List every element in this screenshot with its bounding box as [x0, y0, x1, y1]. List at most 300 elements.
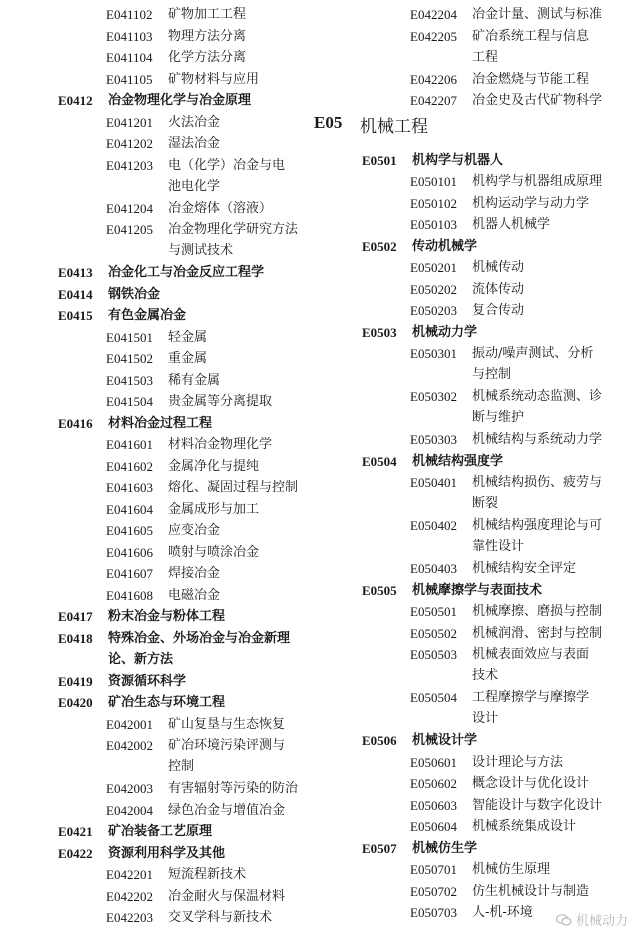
subcategory-entry [312, 623, 640, 645]
entry-title [168, 542, 259, 563]
entry-code: E050702 [410, 883, 457, 899]
entry-title-line: 机器人机械学 [472, 217, 551, 232]
entry-code: E0413 [58, 265, 93, 280]
entry-title-line: 断裂 [472, 496, 499, 511]
entry-code: E042207 [410, 93, 457, 108]
entry-title [360, 112, 428, 142]
entry-title-line: 机械摩擦学与表面技术 [412, 582, 543, 598]
entry-title [472, 214, 550, 235]
entry-title-line: 湿法冶金 [168, 136, 221, 151]
entry-code: E041502 [106, 351, 153, 366]
entry-title-line: 稀有金属 [168, 372, 221, 388]
entry-title-line: 概念设计与优化设计 [472, 776, 590, 791]
entry-code: E041501 [106, 329, 153, 345]
entry-code: E041604 [106, 501, 153, 517]
entry-code: E041608 [106, 587, 153, 603]
entry-title-line: 冶金计量、测试与标准 [472, 7, 603, 22]
entry-title [168, 714, 285, 735]
entry-title-line: 振动/噪声测试、分析 [472, 346, 594, 361]
entry-title [472, 300, 524, 321]
entry-code: E050402 [410, 518, 457, 533]
entry-code: E0507 [362, 840, 397, 856]
entry-title [168, 563, 220, 584]
entry-code: E050503 [410, 647, 457, 662]
entry-title-line: 金属成形与加工 [168, 501, 260, 517]
category-entry [0, 262, 315, 284]
entry-code: E041605 [106, 523, 153, 538]
entry-title [168, 26, 246, 47]
entry-title [108, 262, 264, 283]
entry-title-line: 矿冶环境污染评测与 [168, 738, 286, 753]
entry-title-line: 机械结构安全评定 [472, 561, 577, 576]
entry-code: E050601 [410, 754, 457, 770]
entry-title [168, 4, 246, 25]
entry-title-line: 钢铁冶金 [108, 286, 161, 302]
entry-title [168, 800, 285, 821]
entry-title-line: 机构学与机器组成原理 [472, 174, 603, 189]
subcategory-entry [0, 133, 315, 155]
entry-title [168, 864, 246, 885]
category-entry [0, 821, 315, 843]
entry-title [472, 429, 602, 450]
entry-title-line: 资源利用科学及其他 [108, 845, 226, 861]
entry-title-line: 机械系统动态监测、诊 [472, 389, 603, 404]
entry-title [168, 155, 285, 197]
entry-title-line: 技术 [472, 668, 499, 683]
entry-title [168, 219, 298, 261]
entry-code: E050603 [410, 797, 457, 813]
entry-title [472, 623, 602, 644]
entry-title [472, 26, 589, 68]
category-entry [312, 322, 640, 344]
subcategory-entry [0, 198, 315, 220]
entry-code: E041202 [106, 136, 153, 151]
entry-title [108, 628, 290, 670]
entry-title [472, 687, 589, 729]
entry-title [168, 778, 298, 799]
subcategory-entry [0, 26, 315, 48]
entry-title [472, 558, 576, 579]
entry-title-line: 设计 [472, 711, 499, 726]
subcategory-entry [312, 472, 640, 515]
entry-code: E0417 [58, 609, 93, 624]
entry-code: E042202 [106, 888, 153, 904]
entry-title-line: 机械仿生原理 [472, 862, 551, 877]
entry-title [168, 47, 246, 68]
entry-title-line: 机械设计学 [412, 733, 478, 748]
subcategory-entry [0, 714, 315, 736]
subcategory-entry [312, 171, 640, 193]
entry-code: E050202 [410, 281, 457, 297]
subcategory-entry [0, 370, 315, 392]
entry-title-line: 仿生机械设计与制造 [472, 883, 590, 899]
subcategory-entry [0, 864, 315, 886]
entry-title [412, 236, 477, 257]
subcategory-entry [0, 391, 315, 413]
entry-code: E042204 [410, 7, 457, 22]
entry-title-line: 冶金史及古代矿物科学 [472, 93, 603, 108]
subcategory-entry [0, 434, 315, 456]
entry-title [108, 821, 212, 842]
entry-title-line: 流体传动 [472, 281, 525, 297]
subcategory-entry [312, 795, 640, 817]
subcategory-entry [0, 585, 315, 607]
entry-title-line: 工程摩擦学与摩擦学 [472, 690, 590, 705]
wechat-icon [556, 914, 572, 926]
entry-title [168, 886, 285, 907]
entry-title-line: 靠性设计 [472, 539, 525, 554]
entry-title-line: 有色金属冶金 [108, 308, 187, 323]
category-entry [312, 150, 640, 172]
entry-title [472, 386, 602, 428]
entry-title-line: 资源循环科学 [108, 673, 187, 689]
subcategory-entry [312, 816, 640, 838]
entry-title-line: 机械结构强度学 [412, 453, 504, 469]
category-entry [312, 236, 640, 258]
entry-code: E0415 [58, 308, 93, 323]
category-entry [0, 413, 315, 435]
entry-title [108, 284, 160, 305]
entry-title-line: 粉末冶金与粉体工程 [108, 609, 226, 624]
entry-title [108, 692, 225, 713]
entry-code: E050302 [410, 389, 457, 404]
entry-title-line: 工程 [472, 49, 499, 65]
entry-title-line: 池电化学 [168, 178, 221, 194]
entry-code: E041602 [106, 458, 153, 474]
entry-code: E041104 [106, 50, 153, 65]
entry-code: E0506 [362, 733, 397, 748]
category-entry [312, 580, 640, 602]
category-entry [0, 606, 315, 628]
entry-title-line: 机械动力学 [412, 324, 478, 340]
entry-title [168, 735, 285, 777]
entry-code: E041607 [106, 566, 153, 581]
entry-code: E041203 [106, 157, 153, 173]
entry-title-line: 重金属 [168, 351, 208, 366]
subcategory-entry [0, 112, 315, 134]
entry-code: E0504 [362, 453, 397, 469]
entry-title-line: 机械结构损伤、疲劳与 [472, 475, 603, 490]
entry-title [472, 343, 593, 385]
entry-code: E050501 [410, 604, 457, 619]
category-entry [0, 90, 315, 112]
entry-code: E042203 [106, 910, 153, 925]
entry-code: E042001 [106, 716, 153, 732]
entry-title-line: 机械结构与系统动力学 [472, 432, 603, 447]
entry-title [412, 451, 503, 472]
entry-title-line: 机械摩擦、磨损与控制 [472, 604, 603, 619]
subcategory-entry [0, 69, 315, 91]
entry-title-line: 冶金化工与冶金反应工程学 [108, 265, 265, 280]
entry-title-line: 断与维护 [472, 410, 525, 425]
entry-title [168, 327, 207, 348]
category-entry [0, 284, 315, 306]
entry-title-line: 机械仿生学 [412, 840, 478, 856]
entry-title-line: 短流程新技术 [168, 867, 247, 882]
category-entry [312, 451, 640, 473]
entry-title [472, 795, 602, 816]
watermark-text: 机械动力 [575, 914, 628, 929]
subcategory-entry [0, 886, 315, 908]
subcategory-entry [312, 644, 640, 687]
subcategory-entry [312, 90, 640, 112]
entry-title [108, 606, 225, 627]
entry-title-line: 化学方法分离 [168, 50, 247, 65]
entry-title-line: 喷射与喷涂冶金 [168, 544, 260, 560]
entry-title [412, 150, 503, 171]
entry-title-line: 物理方法分离 [168, 28, 247, 44]
entry-title [108, 305, 186, 326]
entry-title-line: 机构运动学与动力学 [472, 195, 590, 211]
category-entry [312, 838, 640, 860]
entry-title [472, 472, 602, 514]
entry-title-line: 火法冶金 [168, 114, 221, 130]
entry-code: E050201 [410, 260, 457, 275]
entry-title-line: 特殊冶金、外场冶金与冶金新理 [108, 630, 291, 646]
entry-title [412, 838, 477, 859]
entry-title [108, 90, 251, 111]
entry-title [472, 4, 602, 25]
entry-title [472, 773, 589, 794]
subcategory-entry [0, 348, 315, 370]
entry-code: E041205 [106, 222, 153, 237]
entry-code: E041204 [106, 200, 153, 216]
entry-title-line: 与测试技术 [168, 243, 234, 258]
entry-title-line: 有害辐射等污染的防治 [168, 781, 299, 796]
entry-code: E05 [314, 112, 343, 132]
entry-title [168, 434, 272, 455]
entry-code: E041503 [106, 372, 153, 388]
entry-title-line: 电磁冶金 [168, 587, 221, 603]
subcategory-entry [0, 155, 315, 198]
entry-title [168, 456, 259, 477]
entry-code: E042002 [106, 738, 153, 753]
entry-code: E041102 [106, 7, 153, 22]
entry-code: E050303 [410, 432, 457, 447]
entry-title [412, 730, 477, 751]
entry-code: E0420 [58, 695, 93, 710]
watermark [556, 910, 628, 929]
entry-code: E0422 [58, 845, 93, 861]
subcategory-entry [0, 4, 315, 26]
entry-title [472, 193, 589, 214]
entry-title-line: 交叉学科与新技术 [168, 910, 273, 925]
entry-title-line: 矿山复垦与生态恢复 [168, 716, 286, 732]
category-entry [0, 843, 315, 865]
entry-title-line: 设计理论与方法 [472, 754, 564, 770]
entry-code: E041105 [106, 71, 153, 87]
entry-title-line: 与控制 [472, 367, 512, 382]
entry-title [168, 499, 259, 520]
subcategory-entry [0, 778, 315, 800]
entry-code: E050401 [410, 475, 457, 490]
entry-title [108, 843, 225, 864]
entry-title-line: 矿冶装备工艺原理 [108, 824, 213, 839]
entry-title [472, 601, 602, 622]
entry-code: E042004 [106, 802, 153, 818]
entry-title-line: 贵金属等分离提取 [168, 394, 273, 409]
entry-code: E041504 [106, 394, 153, 409]
entry-title [108, 671, 186, 692]
section-heading [312, 112, 640, 142]
entry-code: E041606 [106, 544, 153, 560]
entry-title [168, 112, 220, 133]
entry-title [168, 198, 272, 219]
entry-code: E042201 [106, 867, 153, 882]
entry-code: E050103 [410, 217, 457, 232]
subcategory-entry [0, 499, 315, 521]
entry-title-line: 矿物加工工程 [168, 7, 247, 22]
entry-title [472, 644, 589, 686]
entry-title [472, 171, 602, 192]
entry-title-line: 焊接冶金 [168, 566, 221, 581]
entry-title-line: 绿色冶金与增值冶金 [168, 802, 286, 818]
category-entry [0, 305, 315, 327]
entry-title [168, 520, 220, 541]
entry-title-line: 矿冶系统工程与信息 [472, 28, 590, 44]
entry-title [472, 859, 550, 880]
entry-code: E0501 [362, 152, 397, 168]
entry-title-line: 矿物材料与应用 [168, 71, 260, 87]
entry-title-line: 材料冶金过程工程 [108, 415, 213, 431]
subcategory-entry [312, 601, 640, 623]
entry-code: E0421 [58, 824, 93, 839]
entry-title-line: 机械工程 [360, 116, 428, 137]
entry-title-line: 矿冶生态与环境工程 [108, 695, 226, 710]
entry-title [472, 816, 576, 837]
entry-code: E050602 [410, 776, 457, 791]
entry-code: E0419 [58, 673, 93, 689]
entry-title [168, 585, 220, 606]
entry-title-line: 冶金物理化学与冶金原理 [108, 93, 252, 108]
subcategory-entry [0, 47, 315, 69]
subcategory-entry [312, 257, 640, 279]
entry-title-line: 冶金物理化学研究方法 [168, 222, 299, 237]
entry-title [168, 370, 220, 391]
entry-title-line: 冶金燃烧与节能工程 [472, 71, 590, 87]
entry-code: E050604 [410, 819, 457, 834]
entry-code: E0416 [58, 415, 93, 431]
entry-code: E041601 [106, 437, 153, 452]
subcategory-entry [0, 520, 315, 542]
subcategory-entry [312, 386, 640, 429]
entry-title-line: 传动机械学 [412, 238, 478, 254]
entry-title-line: 智能设计与数字化设计 [472, 797, 603, 813]
entry-code: E050701 [410, 862, 457, 877]
entry-code: E0412 [58, 93, 93, 108]
subcategory-entry [312, 881, 640, 903]
entry-title-line: 熔化、凝固过程与控制 [168, 480, 299, 495]
entry-title-line: 冶金耐火与保温材料 [168, 888, 286, 904]
entry-title-line: 机械传动 [472, 260, 525, 275]
entry-code: E041103 [106, 28, 153, 44]
entry-title [472, 902, 533, 923]
entry-code: E050504 [410, 690, 457, 705]
subcategory-entry [312, 558, 640, 580]
entry-code: E0503 [362, 324, 397, 340]
entry-code: E050301 [410, 346, 457, 361]
subcategory-entry [0, 219, 315, 262]
entry-title [472, 752, 563, 773]
entry-title-line: 机械润滑、密封与控制 [472, 625, 603, 641]
category-entry [0, 671, 315, 693]
entry-title-line: 复合传动 [472, 303, 525, 318]
entry-code: E0418 [58, 630, 93, 646]
category-entry [0, 692, 315, 714]
subcategory-entry [0, 477, 315, 499]
subcategory-entry [312, 26, 640, 69]
entry-title [472, 881, 589, 902]
entry-title-line: 控制 [168, 759, 195, 774]
subcategory-entry [312, 343, 640, 386]
entry-code: E050703 [410, 905, 457, 920]
subcategory-entry [312, 279, 640, 301]
entry-title [472, 515, 602, 557]
entry-title [168, 477, 298, 498]
entry-title [168, 348, 207, 369]
entry-title [168, 69, 259, 90]
subcategory-entry [312, 193, 640, 215]
entry-title [168, 391, 272, 412]
subcategory-entry [312, 687, 640, 730]
entry-title-line: 应变冶金 [168, 523, 221, 538]
entry-title [472, 257, 524, 278]
entry-title-line: 电（化学）冶金与电 [168, 157, 286, 173]
entry-code: E041201 [106, 114, 153, 130]
entry-title [472, 279, 524, 300]
category-entry [312, 730, 640, 752]
subcategory-entry [0, 542, 315, 564]
entry-title [168, 907, 272, 928]
entry-title-line: 机械系统集成设计 [472, 819, 577, 834]
entry-title [412, 322, 477, 343]
subcategory-entry [0, 327, 315, 349]
subcategory-entry [312, 429, 640, 451]
category-entry [0, 628, 315, 671]
entry-code: E042003 [106, 781, 153, 796]
entry-code: E042205 [410, 28, 457, 44]
entry-title [168, 133, 220, 154]
entry-title [412, 580, 542, 601]
entry-code: E050403 [410, 561, 457, 576]
entry-title-line: 机械表面效应与表面 [472, 647, 590, 662]
entry-title [472, 90, 602, 111]
entry-code: E050502 [410, 625, 457, 641]
subcategory-entry [312, 4, 640, 26]
entry-code: E050102 [410, 195, 457, 211]
entry-title [472, 69, 589, 90]
entry-code: E050101 [410, 174, 457, 189]
subcategory-entry [312, 773, 640, 795]
entry-title-line: 机械结构强度理论与可 [472, 518, 603, 533]
entry-title-line: 人-机-环境 [472, 905, 533, 920]
subcategory-entry [0, 735, 315, 778]
entry-title-line: 冶金熔体（溶液） [168, 200, 273, 216]
subcategory-entry [312, 300, 640, 322]
entry-code: E0502 [362, 238, 397, 254]
entry-code: E041603 [106, 480, 153, 495]
entry-code: E050203 [410, 303, 457, 318]
entry-title-line: 轻金属 [168, 329, 208, 345]
entry-code: E042206 [410, 71, 457, 87]
subcategory-entry [0, 800, 315, 822]
subcategory-entry [312, 515, 640, 558]
subcategory-entry [312, 859, 640, 881]
entry-title-line: 论、新方法 [108, 651, 174, 667]
subcategory-entry [0, 907, 315, 929]
subcategory-entry [0, 563, 315, 585]
entry-title-line: 材料冶金物理化学 [168, 437, 273, 452]
